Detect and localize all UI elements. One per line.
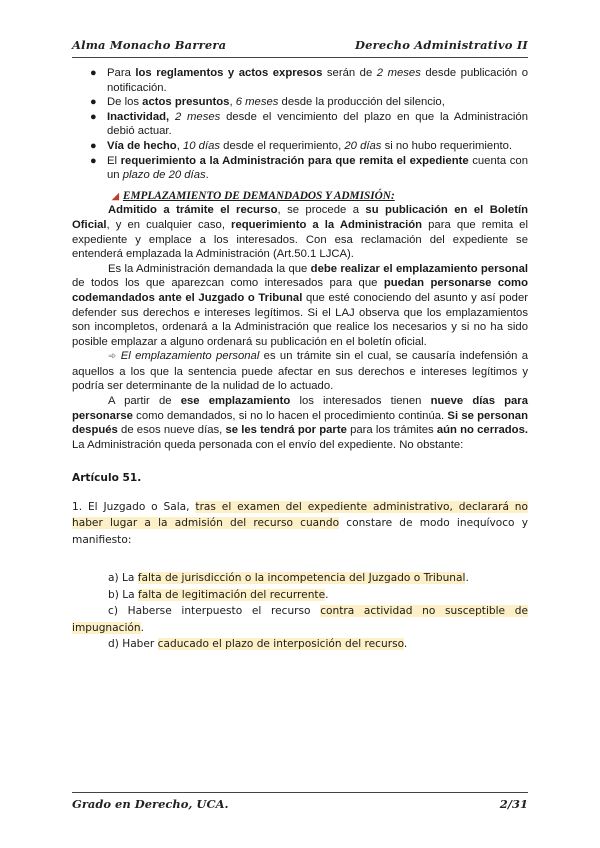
section-heading: ◢ EMPLAZAMIENTO DE DEMANDADOS Y ADMISIÓN: bbox=[112, 189, 395, 202]
page-body bbox=[72, 66, 528, 653]
list-item: ● Inactividad, 2 meses desde el vencimiento del plazo en que la Administración debió actuar. bbox=[90, 110, 528, 138]
bullet-dot-icon: ● bbox=[90, 110, 97, 123]
highlight: falta de legitimación del recurrente bbox=[138, 588, 326, 601]
highlight: contra actividad no susceptible de impugnación bbox=[72, 605, 528, 634]
highlight: tras el examen del expediente administrativo, declarará no haber lugar a la admisión del recurso cuando bbox=[72, 500, 529, 530]
bullet-dot-icon: ● bbox=[90, 154, 97, 167]
highlight: caducado el plazo de interposición del recurso bbox=[157, 638, 404, 651]
article-item-c: c) Haberse interpuesto el recurso contra actividad no susceptible de impugnación. bbox=[72, 605, 528, 634]
footer-divider bbox=[72, 792, 528, 793]
list-item: ● El requerimiento a la Administración para que remita el expediente cuenta con un plazo de 20 días. bbox=[90, 154, 528, 182]
page-number: 2/31 bbox=[499, 797, 528, 811]
list-item: ● De los actos presuntos, 6 meses desde la producción del silencio, bbox=[90, 96, 445, 109]
paragraph-summons-importance: ➾ El emplazamiento personal es un trámite sin el cual, se causaría indefensión a aquellos a los que la sentencia puede afectar en sus derechos e intereses legítimos y podría ser determinante de la nulidad de lo actuado. bbox=[72, 350, 529, 393]
article-item-a: a) La falta de jurisdicción o la incompetencia del Juzgado o Tribunal. bbox=[108, 572, 469, 585]
header-author: Alma Monacho Barrera bbox=[72, 38, 227, 52]
header-subject: Derecho Administrativo II bbox=[354, 38, 528, 52]
article-item-b: b) La falta de legitimación del recurrente. bbox=[108, 588, 329, 601]
arrow-icon: ➾ bbox=[108, 351, 117, 363]
footer-course: Grado en Derecho, UCA. bbox=[72, 797, 229, 811]
bullet-dot-icon: ● bbox=[90, 67, 97, 79]
bullet-dot-icon: ● bbox=[90, 139, 97, 152]
paragraph-nine-days: A partir de ese emplazamiento los interesados tienen nueve días para personarse como demandados, si no lo hacen el procedimiento continúa. Si se personan después de esos nueve días, se les tendrá por parte para los trámites aún no cerrados. La Administración queda personada con el envío del expediente. No obstante: bbox=[72, 395, 529, 451]
deadline-list bbox=[72, 66, 528, 183]
triangle-icon: ◢ bbox=[112, 190, 119, 201]
paragraph-personal-summons: Es la Administración demandada la que debe realizar el emplazamiento personal de todos los que aparezcan como interesados para que puedan personarse como codemandados ante el Juzgado o Tribunal que esté conociendo del asunto y así poder defender sus derechos e intereses legítimos. Si el LAJ observa que los emplazamientos son incompletos, ordenará a la Administración que realice los necesarios y si no ha sido posible emplazar a alguno ordenará su publicación en el boletín oficial. bbox=[72, 262, 529, 348]
article-51 bbox=[72, 470, 528, 653]
paragraph-admission: Admitido a trámite el recurso, se procede a su publicación en el Boletín Oficial, y en cualquier caso, requerimiento a la Administración para que remita el expediente y emplace a los interesados. Con esa reclamación del expediente se entenderá emplazada la Administración (Art.50.1 LJCA). bbox=[72, 204, 528, 261]
article-title: Artículo 51. bbox=[72, 472, 142, 485]
article-intro: 1. El Juzgado o Sala, tras el examen del expediente administrativo, declarará no haber lugar a la admisión del recurso cuando constare de modo inequívoco y manifiesto: bbox=[72, 500, 529, 546]
header-divider bbox=[72, 57, 528, 58]
bullet-dot-icon: ● bbox=[90, 96, 97, 109]
highlight: falta de jurisdicción o la incompetencia del Juzgado o Tribunal bbox=[137, 572, 466, 585]
article-item-d: d) Haber caducado el plazo de interposición del recurso. bbox=[108, 638, 408, 651]
list-item: ● Para los reglamentos y actos expresos serán de 2 meses desde publicación o notificación. bbox=[90, 67, 528, 94]
list-item: ● Vía de hecho, 10 días desde el requerimiento, 20 días si no hubo requerimiento. bbox=[90, 139, 513, 152]
